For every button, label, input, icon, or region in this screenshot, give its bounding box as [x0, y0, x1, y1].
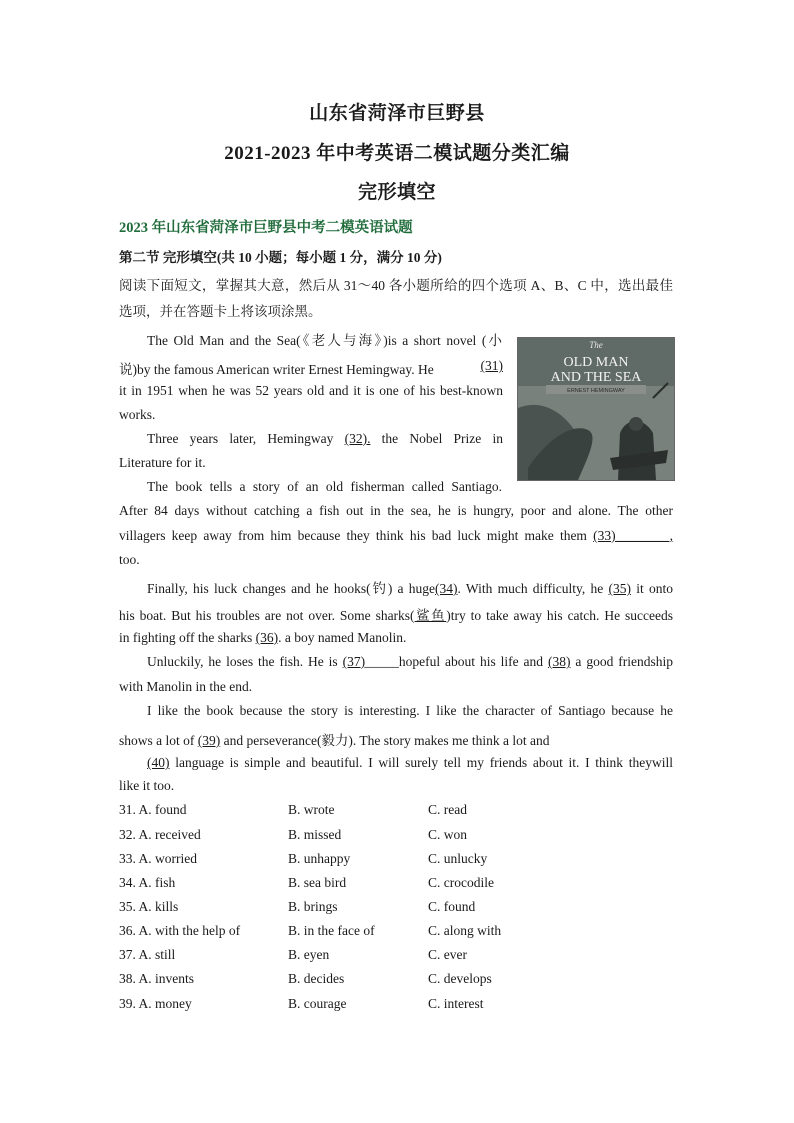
question-39-option-a: 39. A. money	[119, 996, 192, 1011]
blank-32: (32).	[344, 431, 371, 446]
passage-line-14	[147, 654, 673, 670]
blank-40: (40)	[147, 755, 170, 770]
passage-text: Finally, his luck changes and he hooks(钓) a huge	[147, 581, 436, 596]
passage-text: 说)by the famous American writer Ernest Hemingway. He	[119, 362, 434, 377]
question-31-option-a: 31. A. found	[119, 802, 187, 817]
blank-35: (35)	[608, 581, 632, 596]
question-35-option-b: B. brings	[288, 899, 338, 914]
question-34-option-a: 34. A. fish	[119, 875, 176, 890]
document-title-line3: 完形填空	[357, 182, 436, 203]
passage-line-7: The book tells a story of an old fisherman called Santiago.	[147, 479, 502, 494]
passage-text: Three years later, Hemingway	[147, 431, 334, 446]
blank-38: (38)	[547, 654, 571, 669]
blank-31: (31)	[480, 358, 503, 373]
passage-line-9	[119, 528, 673, 544]
passage-text: his boat. But his troubles are not over. Some sharks(	[119, 608, 415, 623]
passage-text: . a boy named Manolin.	[278, 630, 407, 645]
question-33-option-b: B. unhappy	[288, 851, 351, 866]
passage-text: villagers keep away from him because they think his bad luck might make them	[119, 528, 587, 543]
question-36-option-a: 36. A. with the help of	[119, 923, 241, 938]
passage-line-4: works.	[119, 407, 156, 422]
passage-line-1: The Old Man and the Sea(《老人与海》)is a short novel (小	[147, 333, 502, 348]
passage-text: _____hopeful about his life and	[365, 654, 544, 669]
question-37-option-a: 37. A. still	[119, 947, 176, 962]
question-37-option-b: B. eyen	[288, 947, 330, 962]
passage-line-12	[119, 604, 673, 624]
blank-36: (36)	[255, 630, 279, 645]
passage-text: in fighting off the sharks	[119, 630, 253, 645]
blank-39: (39)	[197, 733, 221, 748]
passage-line-3: it in 1951 when he was 52 years old and it is one of his best-known	[119, 383, 503, 398]
blank-37: (37)	[342, 654, 366, 669]
question-36-option-c: C. along with	[428, 923, 502, 938]
passage-text: it onto	[636, 581, 673, 596]
book-cover-illustration	[518, 338, 674, 480]
sharks-gloss: 鲨鱼	[414, 608, 447, 623]
passage-text: language is simple and beautiful. I will surely tell my friends about it. I think theywill	[175, 755, 673, 770]
question-34-option-c: C. crocodile	[428, 875, 494, 890]
passage-line-11	[147, 577, 673, 597]
passage-text: . With much difficulty, he	[457, 581, 604, 596]
question-39-option-b: B. courage	[288, 996, 347, 1011]
passage-line-13	[119, 630, 406, 646]
cover-the-text: The	[589, 340, 603, 350]
passage-line-5	[147, 431, 503, 447]
passage-text: )try to take away his catch. He succeeds	[446, 608, 673, 623]
passage-line-2	[119, 358, 503, 378]
passage-line-19: like it too.	[119, 778, 175, 793]
document-title-line1: 山东省菏泽市巨野县	[309, 103, 485, 124]
instructions-line1: 阅读下面短文，掌握其大意，然后从 31～40 各小题所给的四个选项 A、B、C 中，选出最佳	[119, 278, 673, 293]
passage-text: shows a lot of	[119, 733, 195, 748]
document-title-line2: 2021-2023 年中考英语二模试题分类汇编	[224, 143, 570, 164]
question-37-option-c: C. ever	[428, 947, 467, 962]
passage-line-16: I like the book because the story is interesting. I like the character of Santiago because he	[147, 703, 673, 718]
question-32-option-a: 32. A. received	[119, 827, 201, 842]
question-33-option-c: C. unlucky	[428, 851, 488, 866]
question-38-option-c: C. develops	[428, 971, 492, 986]
book-cover-image	[517, 337, 675, 481]
passage-line-15: with Manolin in the end.	[119, 679, 253, 694]
section-title: 2023 年山东省菏泽市巨野县中考二模英语试题	[119, 220, 413, 236]
question-39-option-c: C. interest	[428, 996, 484, 1011]
passage-line-17	[119, 729, 550, 749]
blank-33: (33)________,	[593, 528, 673, 543]
question-38-option-a: 38. A. invents	[119, 971, 195, 986]
question-35-option-c: C. found	[428, 899, 476, 914]
question-38-option-b: B. decides	[288, 971, 345, 986]
blank-34: (34)	[435, 581, 458, 596]
passage-line-6: Literature for it.	[119, 455, 206, 470]
passage-line-8: After 84 days without catching a fish out in the sea, he is hungry, poor and alone. The other	[119, 503, 673, 518]
question-36-option-b: B. in the face of	[288, 923, 375, 938]
passage-text: Unluckily, he loses the fish. He is	[147, 654, 338, 669]
passage-text: a good friendship	[575, 654, 674, 669]
passage-text: the Nobel Prize in	[381, 431, 503, 446]
instructions-line2: 选项，并在答题卡上将该项涂黑。	[119, 304, 322, 319]
question-32-option-c: C. won	[428, 827, 468, 842]
question-35-option-a: 35. A. kills	[119, 899, 179, 914]
question-32-option-b: B. missed	[288, 827, 342, 842]
question-34-option-b: B. sea bird	[288, 875, 347, 890]
question-31-option-c: C. read	[428, 802, 467, 817]
passage-line-10: too.	[119, 552, 140, 567]
cover-title-line2: AND THE SEA	[550, 370, 642, 385]
question-33-option-a: 33. A. worried	[119, 851, 197, 866]
passage-text: and perseverance(毅力). The story makes me think a lot and	[223, 733, 550, 748]
passage-line-18	[147, 755, 673, 771]
question-31-option-b: B. wrote	[288, 802, 335, 817]
subsection-title: 第二节 完形填空(共 10 小题；每小题 1 分，满分 10 分)	[119, 250, 442, 265]
cover-title-line1: OLD MAN	[563, 355, 629, 370]
cover-author-text: ERNEST HEMINGWAY	[567, 388, 625, 394]
